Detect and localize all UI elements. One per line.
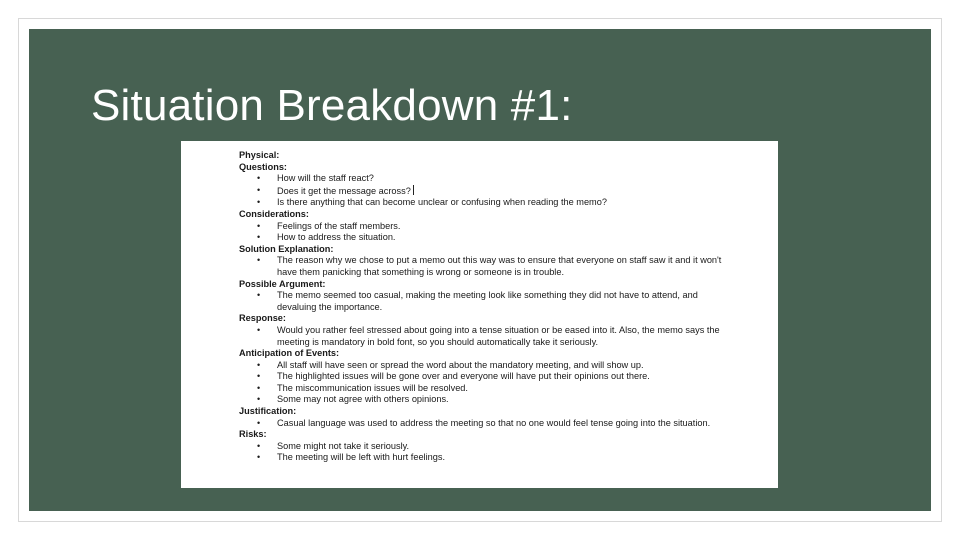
bullet-item [239, 255, 729, 278]
bullet-glyph: • [257, 324, 261, 335]
bullet-item [239, 371, 729, 383]
bullet-glyph: • [257, 184, 261, 195]
bullet-text: How will the staff react? [277, 173, 374, 184]
bullet-text: Does it get the message across? [277, 185, 411, 196]
bullet-glyph: • [257, 452, 261, 463]
bullet-glyph: • [257, 359, 261, 370]
bullet-text: Some may not agree with others opinions. [277, 394, 449, 405]
bullet-glyph: • [257, 417, 261, 428]
bullet-item [239, 197, 729, 209]
section-heading: Anticipation of Events: [239, 348, 340, 359]
section-heading: Physical: [239, 150, 280, 160]
section-heading: Questions: [239, 161, 287, 172]
bullet-item [239, 418, 729, 430]
bullet-text: The miscommunication issues will be resolved. [277, 382, 468, 393]
bullet-text: Would you rather feel stressed about going into a tense situation or be eased into it. Also, the memo says the meeting is mandatory in bold font, so you should automatically take it seriously. [277, 324, 720, 347]
bullet-glyph: • [257, 173, 261, 184]
bullet-text: Feelings of the staff members. [277, 220, 401, 231]
section-heading: Risks: [239, 429, 267, 440]
slide [29, 29, 931, 511]
bullet-text: Some might not take it seriously. [277, 440, 410, 451]
bullet-item [239, 173, 729, 185]
section-heading: Considerations: [239, 208, 309, 219]
slide-title: Situation Breakdown #1: [91, 81, 573, 130]
bullet-text: The memo seemed too casual, making the meeting look like something they did not have to attend, and devaluing the importance. [277, 290, 698, 312]
bullet-glyph: • [257, 290, 261, 301]
bullet-item [239, 452, 729, 464]
bullet-item [239, 360, 729, 372]
section-heading: Solution Explanation: [239, 243, 334, 254]
bullet-glyph: • [257, 394, 261, 405]
bullet-item [239, 290, 729, 313]
bullet-text: The reason why we chose to put a memo out this way was to ensure that everyone on staff saw it and it won't have them panicking that something is wrong or someone is in trouble. [277, 255, 722, 277]
bullet-text: How to address the situation. [277, 232, 396, 243]
text-cursor [413, 185, 414, 195]
section-heading: Response: [239, 313, 286, 324]
bullet-item [239, 325, 729, 348]
bullet-text: All staff will have seen or spread the word about the mandatory meeting, and will show up. [277, 359, 644, 370]
bullet-item [239, 441, 729, 453]
bullet-text: Is there anything that can become unclear or confusing when reading the memo? [277, 197, 607, 208]
bullet-glyph: • [257, 382, 261, 393]
bullet-item [239, 185, 729, 198]
bullet-glyph: • [257, 232, 261, 243]
bullet-glyph: • [257, 197, 261, 208]
section-heading: Possible Argument: [239, 278, 326, 289]
document-image [181, 141, 778, 488]
bullet-text: The meeting will be left with hurt feelings. [277, 452, 446, 463]
section-heading: Justification: [239, 406, 297, 417]
bullet-item [239, 221, 729, 233]
bullet-text: The highlighted issues will be gone over and everyone will have put their opinions out there. [277, 371, 650, 382]
bullet-glyph: • [257, 220, 261, 231]
bullet-glyph: • [257, 255, 261, 266]
bullet-text: Casual language was used to address the meeting so that no one would feel tense going into the situation. [277, 417, 711, 428]
bullet-glyph: • [257, 440, 261, 451]
document-content [239, 150, 729, 464]
bullet-item [239, 232, 729, 244]
bullet-item [239, 383, 729, 395]
bullet-glyph: • [257, 371, 261, 382]
bullet-item [239, 394, 729, 406]
